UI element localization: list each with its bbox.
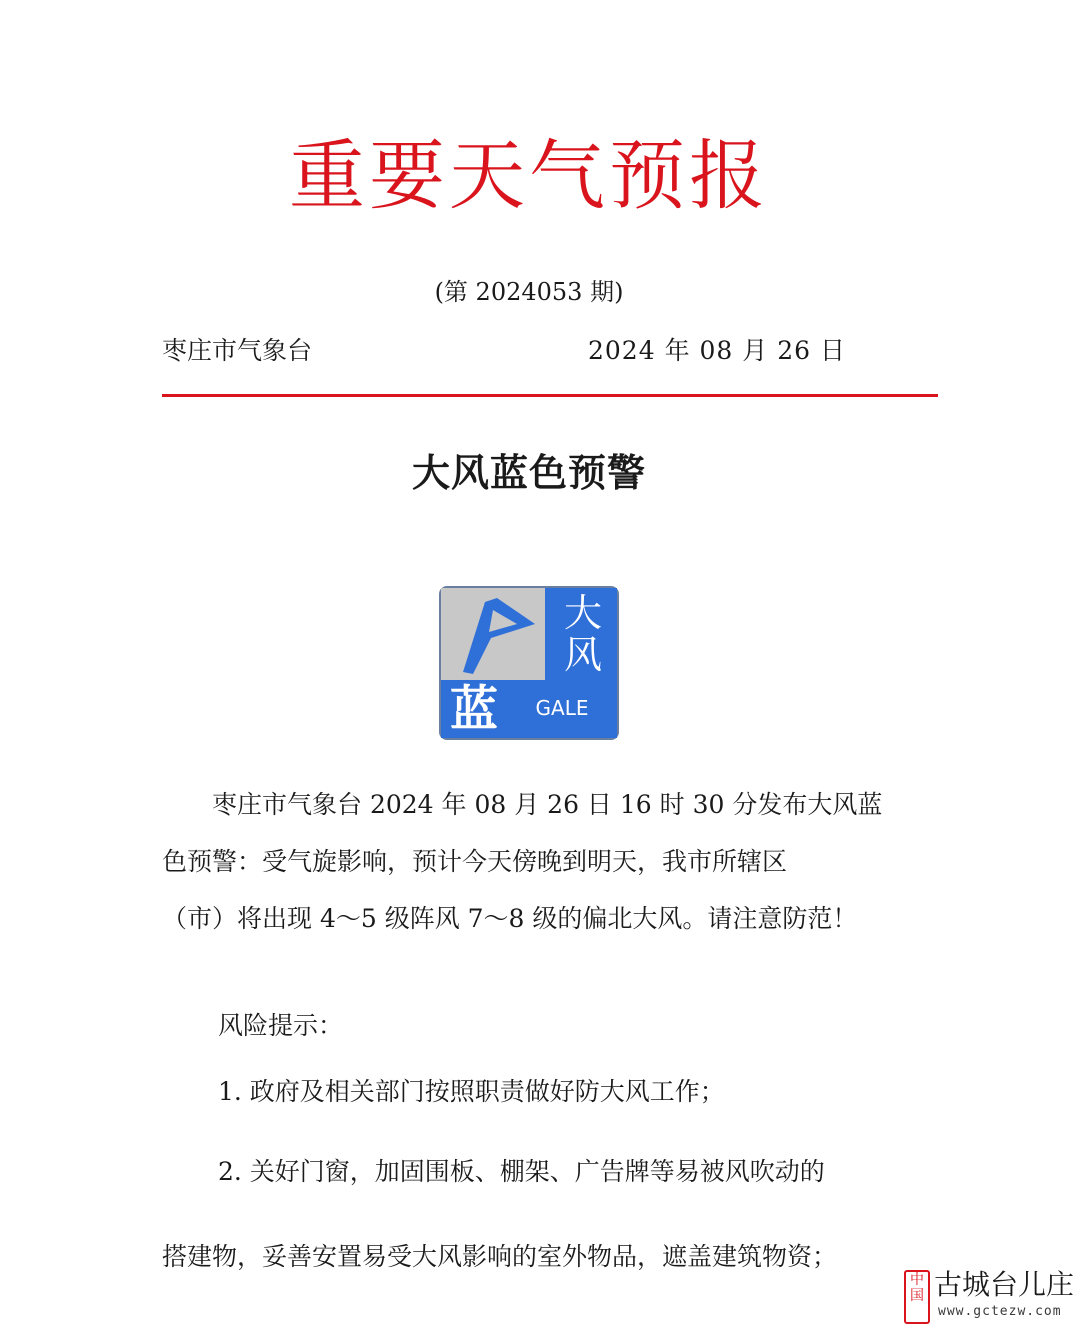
paragraph-line: （市）将出现 4～5 级阵风 7～8 级的偏北大风。请注意防范！ — [162, 904, 858, 933]
risk-item-1: 1. 政府及相关部门按照职责做好防大风工作； — [218, 1077, 725, 1106]
issue-date: 2024 年 08 月 26 日 — [588, 336, 846, 365]
warning-title: 大风蓝色预警 — [411, 450, 646, 495]
warning-paragraph — [162, 776, 922, 947]
issue-number: (第 2024053 期) — [434, 278, 624, 306]
wind-flag-icon — [451, 594, 541, 678]
risk-item-2-line-1: 2. 关好门窗，加固围板、棚架、广告牌等易被风吹动的 — [218, 1157, 825, 1186]
icon-char-feng: 风 — [563, 633, 602, 677]
icon-char-lan: 蓝 — [449, 681, 498, 737]
issuing-organization: 枣庄市气象台 — [162, 336, 313, 365]
risk-tips-heading: 风险提示： — [218, 1011, 344, 1040]
header-divider — [162, 394, 938, 397]
paragraph-line: 枣庄市气象台 2024 年 08 月 26 日 16 时 30 分发布大风蓝 — [162, 790, 883, 819]
icon-char-da: 大 — [563, 591, 602, 635]
watermark-name: 古城台儿庄 — [934, 1268, 1074, 1301]
page-title: 重要天气预报 — [289, 131, 769, 220]
watermark-seal: 中国 — [904, 1270, 930, 1324]
site-watermark — [904, 1268, 1074, 1324]
gale-blue-warning-icon — [441, 588, 617, 738]
icon-gale-label: GALE — [535, 696, 589, 720]
paragraph-line: 色预警：受气旋影响，预计今天傍晚到明天，我市所辖区 — [162, 847, 788, 876]
risk-item-2-line-2: 搭建物，妥善安置易受大风影响的室外物品，遮盖建筑物资； — [162, 1242, 838, 1271]
watermark-url: www.gctezw.com — [938, 1304, 1062, 1319]
